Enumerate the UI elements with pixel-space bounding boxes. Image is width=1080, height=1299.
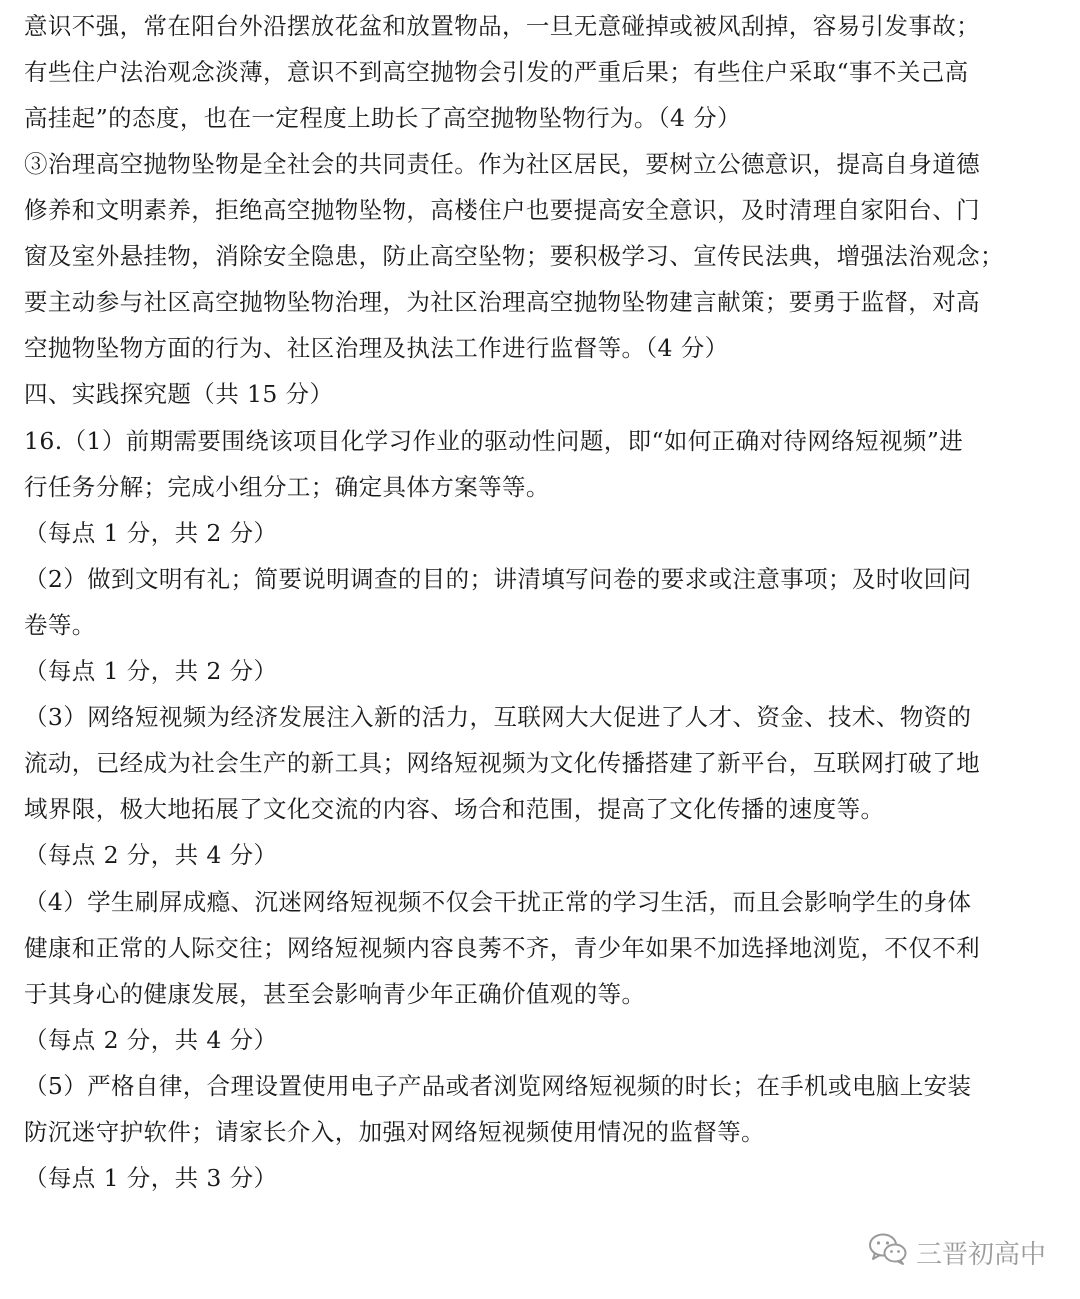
text-line: （2）做到文明有礼；简要说明调查的目的；讲清填写问卷的要求或注意事项；及时收回问	[24, 565, 972, 593]
text-line: 高挂起”的态度，也在一定程度上助长了高空抛物坠物行为。（4 分）	[24, 104, 741, 132]
text-line: （4）学生刷屏成瘾、沉迷网络短视频不仅会干扰正常的学习生活，而且会影响学生的身体	[24, 888, 972, 916]
score-note: （每点 1 分，共 3 分）	[24, 1164, 278, 1192]
text-line: 意识不强，常在阳台外沿摆放花盆和放置物品，一旦无意碰掉或被风刮掉，容易引发事故；	[24, 12, 980, 40]
text-line: （3）网络短视频为经济发展注入新的活力，互联网大大促进了人才、资金、技术、物资的	[24, 703, 972, 731]
section-heading: 四、实践探究题（共 15 分）	[24, 380, 334, 408]
text-line: 防沉迷守护软件；请家长介入，加强对网络短视频使用情况的监督等。	[24, 1118, 765, 1146]
text-line: 于其身心的健康发展，甚至会影响青少年正确价值观的等。	[24, 980, 646, 1008]
question-16-line: 16.（1）前期需要围绕该项目化学习作业的驱动性问题，即“如何正确对待网络短视频”进	[24, 427, 964, 455]
wechat-icon	[868, 1232, 908, 1273]
score-note: （每点 1 分，共 2 分）	[24, 657, 278, 685]
text-line: 域界限，极大地拓展了文化交流的内容、场合和范围，提高了文化传播的速度等。	[24, 795, 885, 823]
text-line: （5）严格自律，合理设置使用电子产品或者浏览网络短视频的时长；在手机或电脑上安装	[24, 1072, 972, 1100]
score-note: （每点 2 分，共 4 分）	[24, 1026, 278, 1054]
text-line: 空抛物坠物方面的行为、社区治理及执法工作进行监督等。（4 分）	[24, 334, 729, 362]
watermark-text: 三晋初高中	[915, 1239, 1046, 1270]
text-line: 修养和文明素养，拒绝高空抛物坠物，高楼住户也要提高安全意识，及时清理自家阳台、门	[24, 196, 980, 224]
watermark	[868, 1232, 1046, 1272]
score-note: （每点 1 分，共 2 分）	[24, 519, 278, 547]
text-line: 要主动参与社区高空抛物坠物治理，为社区治理高空抛物坠物建言献策；要勇于监督，对高	[24, 288, 980, 316]
text-line: ③治理高空抛物坠物是全社会的共同责任。作为社区居民，要树立公德意识，提高自身道德	[24, 150, 980, 178]
score-note: （每点 2 分，共 4 分）	[24, 841, 278, 869]
text-line: 行任务分解；完成小组分工；确定具体方案等等。	[24, 473, 550, 501]
text-line: 流动，已经成为社会生产的新工具；网络短视频为文化传播搭建了新平台，互联网打破了地	[24, 749, 980, 777]
text-line: 有些住户法治观念淡薄，意识不到高空抛物会引发的严重后果；有些住户采取“事不关己高	[24, 58, 969, 86]
text-line: 卷等。	[24, 611, 96, 639]
text-line: 窗及室外悬挂物，消除安全隐患，防止高空坠物；要积极学习、宣传民法典，增强法治观念；	[24, 242, 1004, 270]
text-line: 健康和正常的人际交往；网络短视频内容良莠不齐，青少年如果不加选择地浏览，不仅不利	[24, 934, 980, 962]
